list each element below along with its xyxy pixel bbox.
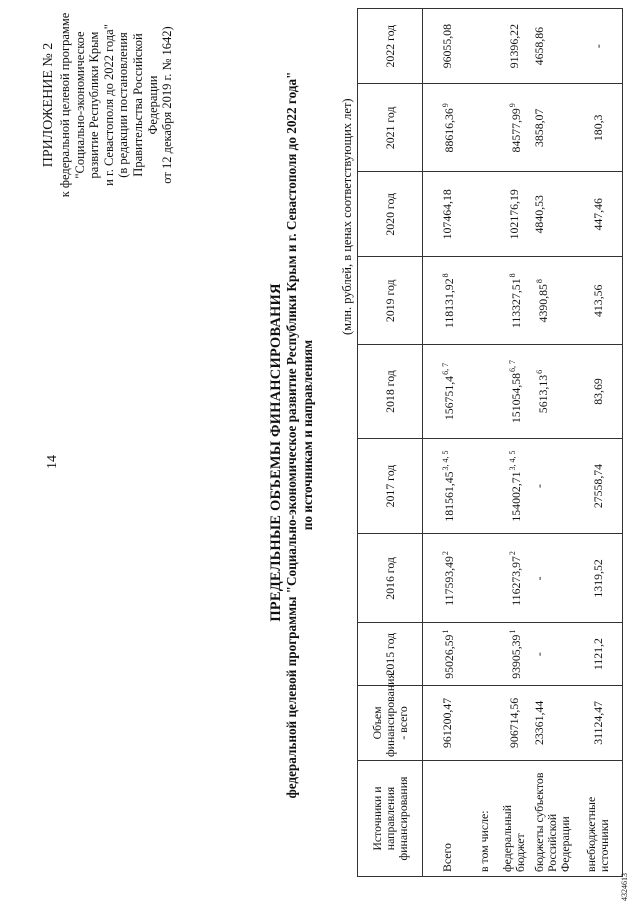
cell-2022: - — [574, 9, 623, 84]
footnote-ref: 2 — [440, 551, 450, 556]
cell-2021: 3858,07 — [531, 84, 574, 172]
header-2021: 2021 год — [358, 84, 423, 172]
row-label: внебюджетные источники — [574, 760, 623, 876]
appendix-line: (в редакции постановления — [116, 32, 131, 178]
cell-2017: 181561,45$^{3, 4, 5}$ — [423, 438, 472, 534]
cell-2019: 413,56 — [574, 257, 623, 345]
cell-2015: 95026,59$^1$ — [423, 623, 472, 685]
cell-total: 23361,44 — [531, 685, 574, 760]
footnote-ref: 2 — [507, 551, 517, 556]
header-2022: 2022 год — [358, 9, 423, 84]
page-number: 14 — [45, 455, 60, 469]
header-total: Объем финансирования - всего — [358, 685, 423, 760]
financing-table — [357, 8, 623, 877]
footnote-ref: 3, 4, 5 — [507, 450, 517, 471]
cell-2016: 1319,52 — [574, 534, 623, 623]
header-2018: 2018 год — [358, 345, 423, 438]
footnote-ref: 6, 7 — [440, 362, 450, 375]
appendix-title: ПРИЛОЖЕНИЕ № 2 — [41, 42, 56, 168]
cell-2022: 4658,86 — [531, 9, 574, 84]
subtitle-line-2: по источникам и направлениям — [300, 339, 315, 531]
footnote-ref: 1 — [507, 629, 517, 634]
cell-2020: 107464,18 — [423, 172, 472, 257]
cell-2020: 4840,53 — [531, 172, 574, 257]
cell-2016: 116273,97$^2$ — [497, 534, 531, 623]
footnote-ref: 9 — [440, 103, 450, 108]
table-header-row — [358, 9, 423, 877]
footnote-ref: 9 — [507, 103, 517, 108]
cell-2018: 156751,4$^{6, 7}$ — [423, 345, 472, 438]
cell-total: 906714,56 — [497, 685, 531, 760]
header-source: Источники и направления финансирования — [358, 760, 423, 876]
appendix-line: и г. Севастополя до 2022 года" — [101, 24, 116, 186]
document-subtitle — [284, 5, 316, 865]
appendix-header — [40, 5, 175, 205]
cell-2022: 96055,08 — [423, 9, 472, 84]
document-code: 4324613 — [620, 873, 629, 901]
cell-2020: 447,46 — [574, 172, 623, 257]
footnote-ref: 1 — [440, 629, 450, 634]
cell-2017: 154002,71$^{3, 4, 5}$ — [497, 438, 531, 534]
subtitle-line-1: федеральной целевой программы "Социально-экономическое развитие Республики Крым и г. Севастополя до 2022 года" — [284, 71, 299, 799]
row-label: федеральный бюджет — [497, 760, 531, 876]
footnote-ref: 8 — [507, 273, 517, 278]
row-label: бюджеты субъектов Российской Федерации — [531, 760, 574, 876]
header-2015: 2015 год — [358, 623, 423, 685]
footnote-ref: 6 — [535, 369, 544, 374]
cell-2019: 118131,92$^8$ — [423, 257, 472, 345]
table-row-regional — [531, 9, 574, 877]
cell-2015: 1121,2 — [574, 623, 623, 685]
table-row-total — [423, 9, 472, 877]
cell-2018: 83,69 — [574, 345, 623, 438]
footnote-ref: 3, 4, 5 — [440, 450, 450, 471]
header-2019: 2019 год — [358, 257, 423, 345]
cell-2017: - — [531, 438, 574, 534]
row-label: Всего — [423, 760, 472, 876]
header-2016: 2016 год — [358, 534, 423, 623]
appendix-line: Правительства Российской Федерации — [130, 33, 160, 177]
appendix-line: развитие Республики Крым — [87, 31, 102, 179]
footnote-ref: 8 — [440, 273, 450, 278]
footnote-ref: 8 — [535, 279, 544, 284]
appendix-line: "Социально-экономическое — [72, 31, 87, 179]
cell-2019: 4390,85$^8$ — [531, 257, 574, 345]
cell-2015: - — [531, 623, 574, 685]
cell-2021: 88616,36$^9$ — [423, 84, 472, 172]
appendix-line: к федеральной целевой программе — [58, 12, 72, 198]
table-row-federal — [497, 9, 531, 877]
cell-2021: 180,3 — [574, 84, 623, 172]
appendix-line: от 12 декабря 2019 г. № 1642) — [160, 26, 175, 184]
cell-2017: 27558,74 — [574, 438, 623, 534]
cell-2022: 91396,22 — [497, 9, 531, 84]
cell-2020: 102176,19 — [497, 172, 531, 257]
cell-2016: 117593,49$^2$ — [423, 534, 472, 623]
document-title: ПРЕДЕЛЬНЫЕ ОБЪЕМЫ ФИНАНСИРОВАНИЯ — [268, 283, 284, 622]
units-note: (млн. рублей, в ценах соответствующих лет) — [340, 98, 354, 335]
table-row-including — [471, 9, 497, 877]
cell-total: 961200,47 — [423, 685, 472, 760]
cell-2019: 113327,51$^8$ — [497, 257, 531, 345]
footnote-ref: 6, 7 — [507, 359, 517, 372]
cell-2021: 84577,99$^9$ — [497, 84, 531, 172]
cell-2018: 151054,58$^{6, 7}$ — [497, 345, 531, 438]
row-label: в том числе: — [471, 760, 497, 876]
cell-2015: 93905,39$^1$ — [497, 623, 531, 685]
table-row-external — [574, 9, 623, 877]
header-2017: 2017 год — [358, 438, 423, 534]
cell-total: 31124,47 — [574, 685, 623, 760]
cell-2016: - — [531, 534, 574, 623]
header-2020: 2020 год — [358, 172, 423, 257]
cell-2018: 5613,13$^6$ — [531, 345, 574, 438]
